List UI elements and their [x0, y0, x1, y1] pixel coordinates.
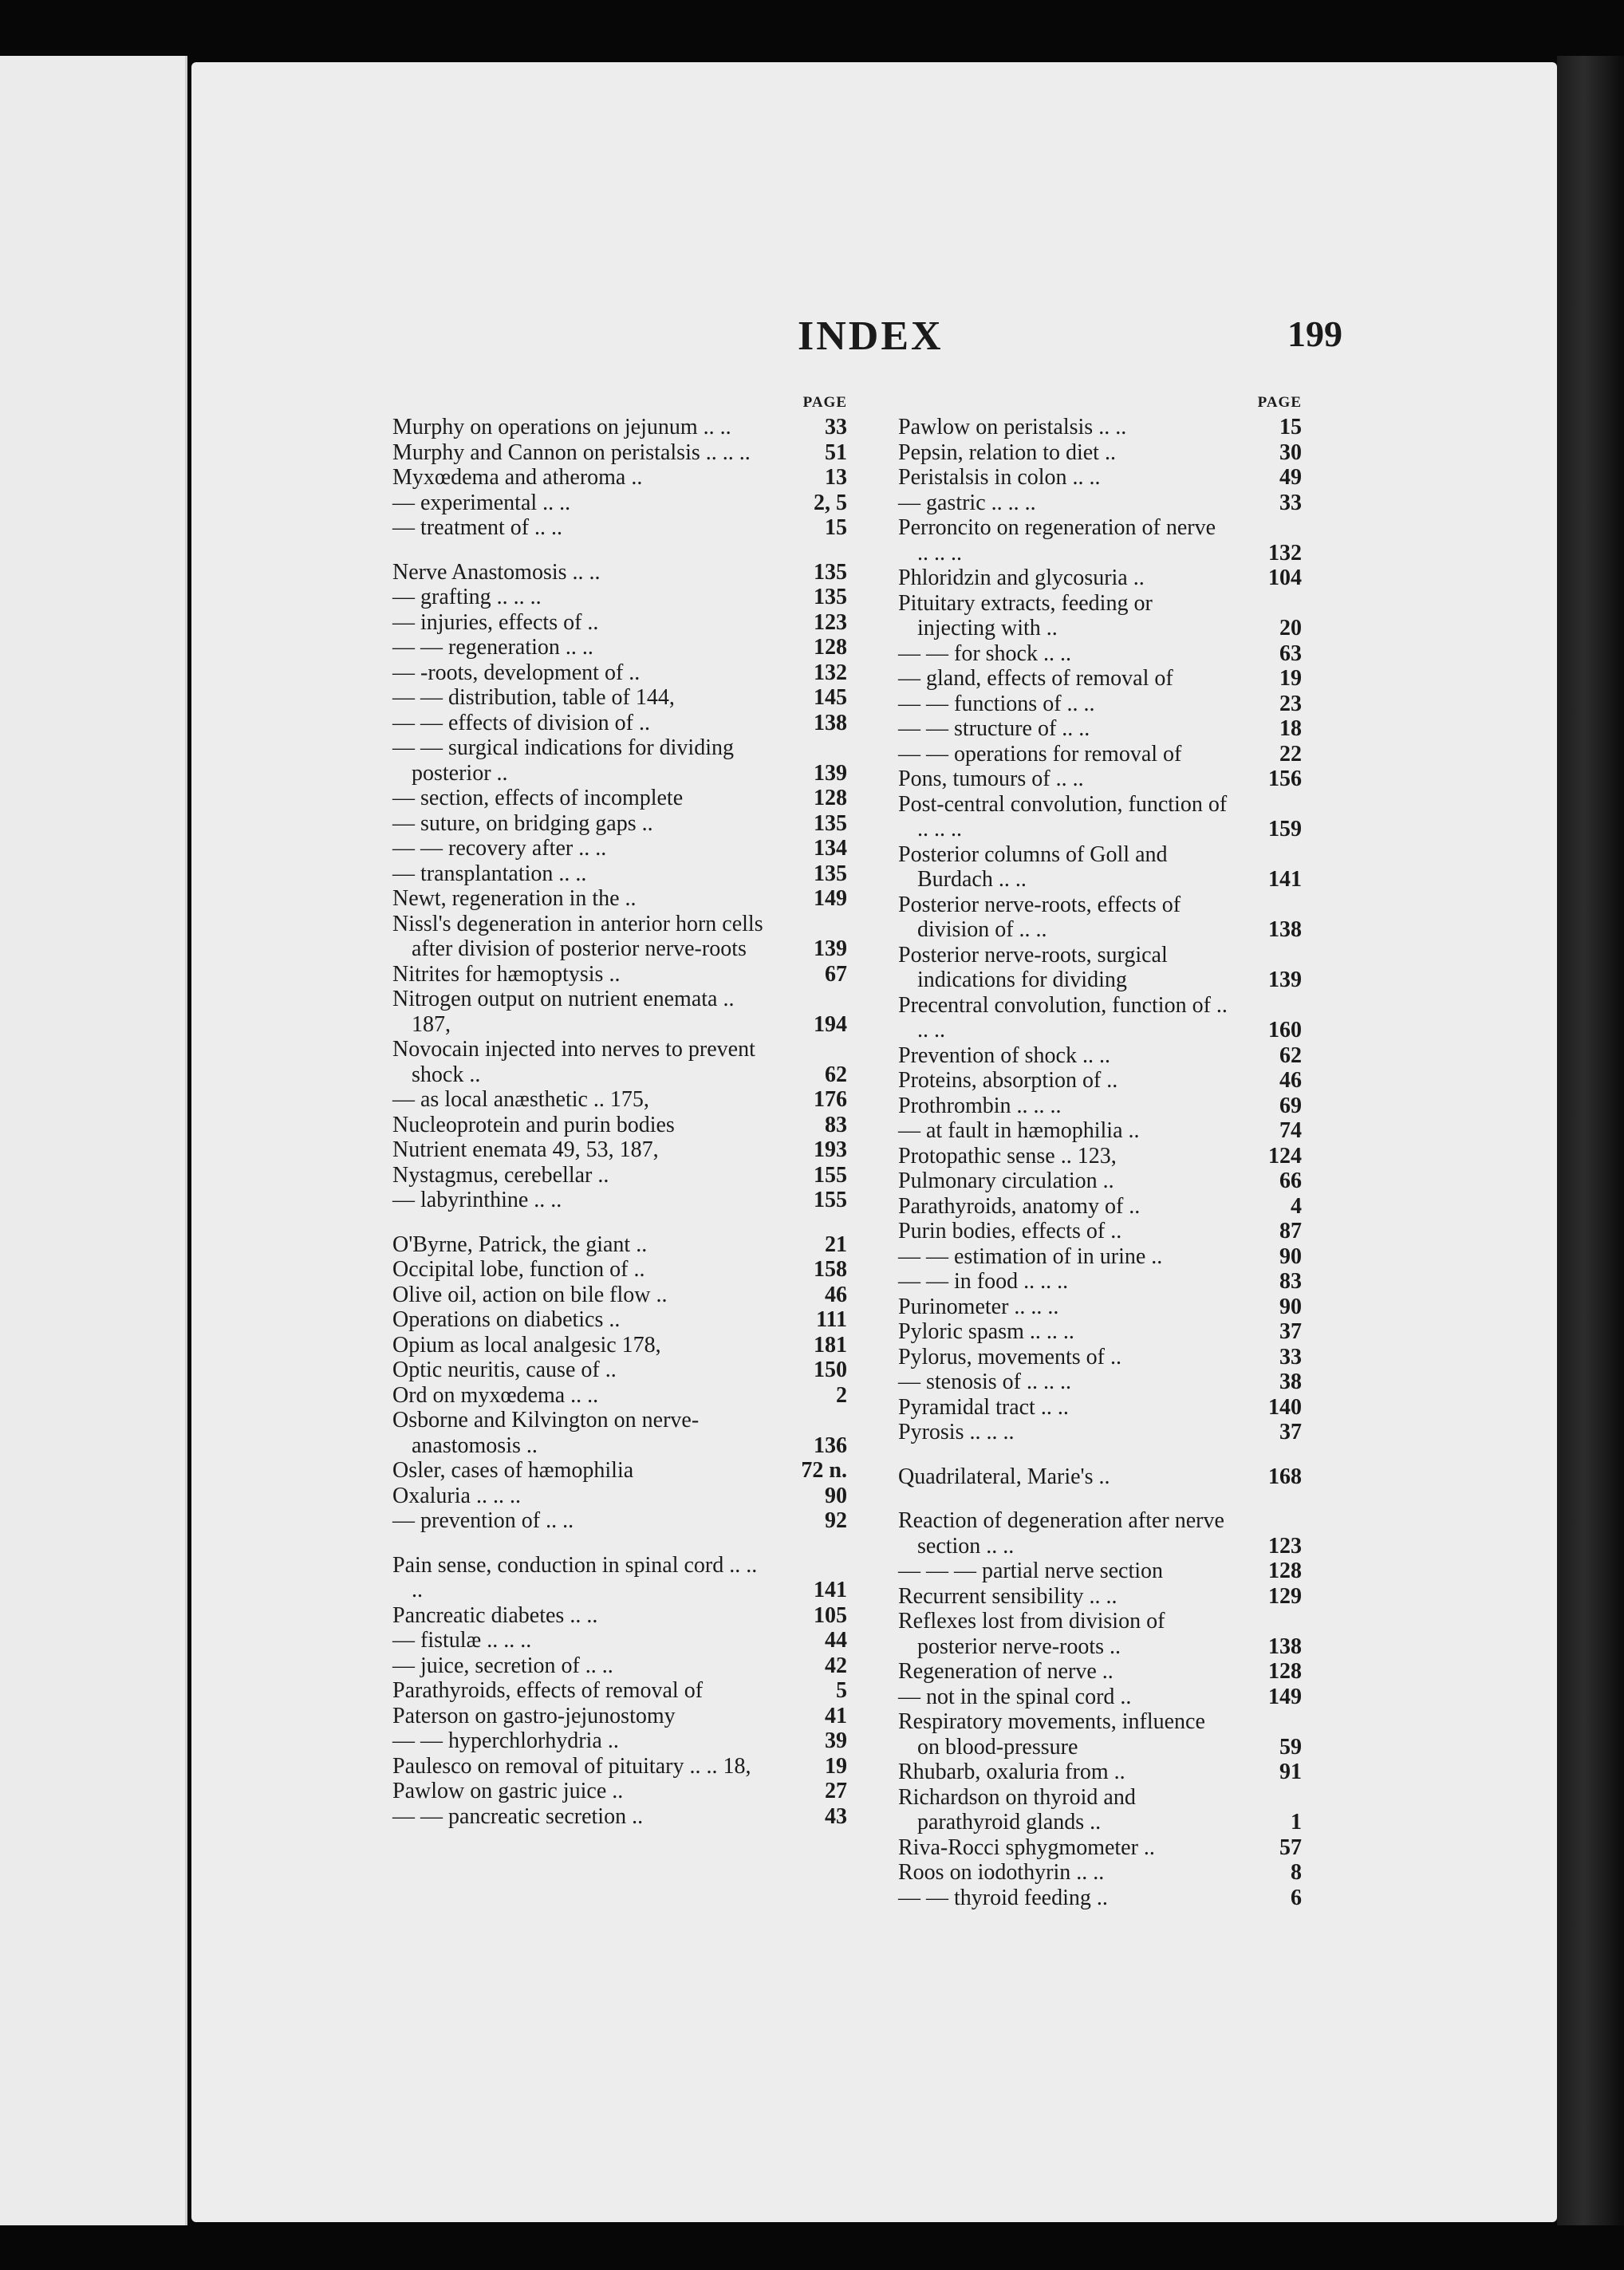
index-entry-page: 159 [1268, 817, 1302, 841]
index-entry-text: — grafting .. .. .. [392, 585, 542, 609]
index-entry-page: 168 [1268, 1464, 1302, 1489]
index-entry-text: Posterior columns of Goll and Burdach .. .. [898, 841, 1168, 892]
index-entries-left [392, 415, 847, 1829]
index-entry [898, 1860, 1302, 1886]
index-entry-text: — — functions of .. .. [898, 691, 1095, 716]
index-entry [898, 1508, 1302, 1559]
index-entry-page: 141 [814, 1578, 847, 1602]
index-entry-page: 139 [814, 936, 847, 961]
index-entry [898, 1886, 1302, 1911]
index-entry [392, 491, 847, 516]
index-entry-page: 38 [1279, 1369, 1302, 1394]
index-entry-page: 139 [1268, 968, 1302, 992]
index-entry-text: — — regeneration .. .. [392, 635, 593, 660]
index-entry-text: Phloridzin and glycosuria .. [898, 566, 1145, 590]
index-entry [898, 1144, 1302, 1169]
index-entry-text: Peristalsis in colon .. .. [898, 465, 1101, 490]
index-entry-page: 87 [1279, 1219, 1302, 1243]
index-entry-text: Nutrient enemata 49, 53, 187, [392, 1137, 659, 1162]
index-entry-text: — fistulæ .. .. .. [392, 1628, 532, 1653]
index-entry [392, 515, 847, 541]
index-entry [898, 1068, 1302, 1094]
index-entry-page: 105 [814, 1602, 847, 1628]
index-entry [392, 585, 847, 610]
index-entry [392, 1728, 847, 1754]
index-entry-text: Optic neuritis, cause of .. [392, 1358, 617, 1382]
index-entry-text: — — pancreatic secretion .. [392, 1803, 644, 1829]
index-entry [392, 735, 847, 786]
index-entry [392, 1188, 847, 1213]
index-entry-page: 19 [825, 1753, 847, 1779]
index-entry-text: Proteins, absorption of .. [898, 1068, 1118, 1093]
index-entry-text: Posterior nerve-roots, surgical indications for dividing [898, 942, 1168, 992]
index-entry-text: — -roots, development of .. [392, 660, 641, 685]
index-entry-page: 30 [1279, 439, 1302, 465]
index-entry-text: Pons, tumours of .. .. [898, 767, 1084, 791]
index-entry [392, 635, 847, 660]
index-entry-page: 176 [814, 1087, 847, 1112]
index-entry [392, 786, 847, 811]
index-entry-page: 111 [816, 1307, 847, 1332]
index-entry-page: 138 [814, 710, 847, 735]
index-entry-page: 128 [814, 786, 847, 810]
index-entry-page: 49 [1279, 465, 1302, 490]
index-entry-page: 57 [1279, 1835, 1302, 1860]
index-entry-text: — transplantation .. .. [392, 861, 587, 886]
index-entry-page: 90 [825, 1483, 847, 1508]
index-entry-page: 128 [1268, 1559, 1302, 1583]
index-entry [898, 792, 1302, 842]
index-entry [392, 711, 847, 736]
index-entry-page: 42 [825, 1653, 847, 1678]
index-entry-page: 37 [1279, 1319, 1302, 1344]
index-entry-page: 46 [1279, 1068, 1302, 1093]
index-entry-page: 149 [1268, 1684, 1302, 1709]
index-entry-page: 43 [825, 1803, 847, 1829]
index-entry-text: — — hyperchlorhydria .. [392, 1728, 619, 1753]
index-entry-text: — — estimation of in urine .. [898, 1243, 1163, 1269]
index-entry [898, 1295, 1302, 1320]
index-entry-page: 135 [814, 585, 847, 609]
index-entry [392, 861, 847, 887]
index-entry [392, 1628, 847, 1653]
index-entry-page: 33 [825, 415, 847, 439]
index-entry-text: — stenosis of .. .. .. [898, 1369, 1071, 1394]
index-entry-page: 62 [1279, 1042, 1302, 1068]
index-entry-page: 90 [1279, 1243, 1302, 1269]
index-entry-page: 1 [1291, 1810, 1302, 1835]
index-entry [898, 515, 1302, 566]
index-entry-text: — — structure of .. .. [898, 716, 1090, 741]
index-entry-text: Posterior nerve-roots, effects of division of .. .. [898, 892, 1181, 942]
index-entry-page: 2, 5 [814, 490, 847, 515]
index-entry-text: Nitrogen output on nutrient enemata .. 187, [392, 987, 735, 1037]
index-entry-page: 27 [825, 1779, 847, 1803]
index-entry [898, 943, 1302, 993]
index-entry-text: Pepsin, relation to diet .. [898, 439, 1116, 465]
index-entry [898, 1043, 1302, 1069]
index-entry-page: 19 [1279, 666, 1302, 691]
index-entry-text: Riva-Rocci sphygmometer .. [898, 1835, 1155, 1860]
index-entry [898, 566, 1302, 591]
index-entry [898, 440, 1302, 466]
index-entry [898, 893, 1302, 943]
index-entry [392, 886, 847, 912]
index-entry-text: Prevention of shock .. .. [898, 1042, 1110, 1068]
index-entry-text: Pain sense, conduction in spinal cord .. .. .. [392, 1552, 758, 1602]
index-entry-text: Paulesco on removal of pituitary .. .. 18, [392, 1753, 751, 1779]
index-entry [392, 1779, 847, 1804]
index-entry-page: 15 [1279, 415, 1302, 439]
index-entry-page: 124 [1268, 1143, 1302, 1168]
index-entry-text: — juice, secretion of .. .. [392, 1653, 613, 1678]
index-entry [898, 641, 1302, 667]
index-entry-text: Pyramidal tract .. .. [898, 1394, 1069, 1420]
index-entry [392, 987, 847, 1037]
index-entry-page: 39 [825, 1728, 847, 1753]
index-entry-page: 74 [1279, 1118, 1302, 1143]
index-entry-text: Nerve Anastomosis .. .. [392, 559, 601, 585]
index-entry-page: 141 [1268, 867, 1302, 892]
index-entry [392, 1508, 847, 1534]
index-entry [898, 1584, 1302, 1610]
index-entry-text: Novocain injected into nerves to prevent shock .. [392, 1037, 755, 1087]
index-entry-page: 23 [1279, 691, 1302, 716]
index-entry-text: Regeneration of nerve .. [898, 1659, 1114, 1684]
index-entry [392, 465, 847, 491]
index-entry-page: 22 [1279, 741, 1302, 767]
index-entry [392, 660, 847, 686]
index-entry [392, 1678, 847, 1704]
index-entry-page: 123 [1268, 1533, 1302, 1559]
index-entry [392, 1408, 847, 1458]
index-entry [392, 1484, 847, 1509]
index-entry-page: 156 [1268, 767, 1302, 791]
index-entry-page: 160 [1268, 1018, 1302, 1042]
index-entry-text: — as local anæsthetic .. 175, [392, 1087, 649, 1112]
index-entry-text: — labyrinthine .. .. [392, 1188, 562, 1212]
index-entry [392, 1804, 847, 1830]
index-entry-text: — at fault in hæmophilia .. [898, 1118, 1140, 1143]
index-entry-text: — prevention of .. .. [392, 1508, 574, 1533]
index-entry-text: — experimental .. .. [392, 490, 571, 515]
index-entry-page: 83 [1279, 1269, 1302, 1294]
index-entry-page: 136 [814, 1433, 847, 1458]
running-head [191, 297, 1557, 368]
index-entry-text: Prothrombin .. .. .. [898, 1093, 1062, 1118]
index-entry-text: Olive oil, action on bile flow .. [392, 1282, 668, 1307]
index-entry-text: — — — partial nerve section [898, 1559, 1164, 1583]
index-entry [898, 1219, 1302, 1244]
index-entry-text: Paterson on gastro-jejunostomy [392, 1703, 676, 1728]
index-entry-text: Pituitary extracts, feeding or injecting with .. [898, 590, 1153, 640]
index-entry-page: 128 [814, 635, 847, 660]
index-entry [392, 440, 847, 466]
index-entry [898, 1319, 1302, 1345]
index-entry-page: 18 [1279, 716, 1302, 741]
index-entry-text: Pyloric spasm .. .. .. [898, 1319, 1074, 1344]
index-entry-text: Rhubarb, oxaluria from .. [898, 1760, 1125, 1784]
index-entry [392, 1458, 847, 1484]
index-entry [392, 811, 847, 837]
index-entry-page: 63 [1279, 640, 1302, 666]
index-entry-text: — gastric .. .. .. [898, 490, 1036, 515]
page-column-label: PAGE [802, 394, 847, 411]
index-entry-text: Operations on diabetics .. [392, 1307, 621, 1332]
index-entry-page: 145 [814, 685, 847, 710]
index-entry-page: 83 [825, 1112, 847, 1137]
index-entry [392, 1704, 847, 1729]
index-entry-page: 155 [814, 1188, 847, 1212]
index-entry-text: — not in the spinal cord .. [898, 1684, 1132, 1709]
index-entry-text: — — thyroid feeding .. [898, 1885, 1108, 1910]
index-entry [392, 1307, 847, 1333]
index-entry [392, 1137, 847, 1163]
index-entry [392, 1333, 847, 1358]
index-entry-page: 194 [814, 1011, 847, 1037]
index-entry-text: Pawlow on gastric juice .. [392, 1779, 624, 1803]
index-entry-text: Newt, regeneration in the .. [392, 886, 637, 911]
index-entry-page: 132 [814, 660, 847, 685]
index-entry-page: 33 [1279, 490, 1302, 515]
index-entry [392, 1358, 847, 1383]
index-entry-text: Murphy and Cannon on peristalsis .. .. .. [392, 439, 751, 465]
index-entry-page: 6 [1291, 1885, 1302, 1910]
index-entry [392, 1163, 847, 1188]
index-entry-text: — injuries, effects of .. [392, 609, 599, 635]
index-entry-page: 91 [1279, 1760, 1302, 1784]
index-entry-text: Roos on iodothyrin .. .. [898, 1860, 1105, 1885]
index-entry [392, 1653, 847, 1679]
index-entry-page: 128 [1268, 1659, 1302, 1684]
index-entry-text: Nystagmus, cerebellar .. [392, 1162, 609, 1188]
page-number: 199 [1287, 313, 1342, 354]
index-entry-page: 132 [1268, 540, 1302, 566]
index-entry [392, 560, 847, 585]
index-entry [898, 1269, 1302, 1295]
index-entry [898, 1369, 1302, 1395]
index-entry [898, 465, 1302, 491]
index-entry-page: 140 [1268, 1394, 1302, 1420]
index-entry [392, 1553, 847, 1603]
index-entry-page: 44 [825, 1628, 847, 1653]
index-entry [898, 716, 1302, 742]
index-entry [392, 1257, 847, 1283]
index-entry-page: 66 [1279, 1168, 1302, 1193]
index-entry-text: Reaction of degeneration after nerve section .. .. [898, 1508, 1224, 1559]
index-entry-page: 155 [814, 1162, 847, 1188]
index-entry-text: O'Byrne, Patrick, the giant .. [392, 1232, 648, 1257]
index-entry-text: — — for shock .. .. [898, 640, 1071, 666]
index-entry-page: 33 [1279, 1344, 1302, 1369]
index-entry [392, 610, 847, 636]
index-entry-text: Pulmonary circulation .. [898, 1168, 1114, 1193]
index-entry [392, 685, 847, 711]
index-entry [898, 1659, 1302, 1685]
index-entry [898, 1420, 1302, 1445]
index-entry [898, 1835, 1302, 1861]
index-entry-text: Nitrites for hæmoptysis .. [392, 961, 621, 987]
index-entry-text: Pyrosis .. .. .. [898, 1420, 1015, 1444]
index-entry-text: Osler, cases of hæmophilia [392, 1458, 634, 1483]
index-entry-page: 138 [1268, 917, 1302, 942]
index-entry-page: 158 [814, 1257, 847, 1282]
index-entry-page: 92 [825, 1508, 847, 1533]
index-entry [392, 1037, 847, 1087]
index-entry [898, 767, 1302, 792]
page-edge-shadow [1557, 56, 1624, 2225]
index-entry-text: Pawlow on peristalsis .. .. [898, 415, 1127, 439]
index-entry-text: Osborne and Kilvington on nerve-anastomosis .. [392, 1408, 700, 1458]
index-entry-text: Opium as local analgesic 178, [392, 1332, 661, 1358]
index-entry [898, 1244, 1302, 1270]
index-entry-page: 37 [1279, 1420, 1302, 1444]
index-entry-text: Pancreatic diabetes .. .. [392, 1602, 598, 1628]
index-entry-page: 41 [825, 1703, 847, 1728]
index-entry-page: 62 [825, 1062, 847, 1087]
index-entry [898, 491, 1302, 516]
index-entry-text: Richardson on thyroid and parathyroid glands .. [898, 1784, 1136, 1835]
index-entry-text: Reflexes lost from division of posterior nerve-roots .. [898, 1609, 1165, 1659]
index-entry [392, 912, 847, 962]
index-column-left [392, 391, 847, 1829]
index-entry-text: Nucleoprotein and purin bodies [392, 1112, 675, 1137]
index-entry-text: — — in food .. .. .. [898, 1269, 1069, 1294]
index-entry [392, 836, 847, 861]
index-entry [898, 1785, 1302, 1835]
index-entry [898, 1760, 1302, 1785]
index-entry-page: 139 [814, 760, 847, 786]
index-entry [898, 1609, 1302, 1659]
index-entry-text: Perroncito on regeneration of nerve .. .. .. [898, 515, 1216, 566]
index-entries-right [898, 415, 1302, 1910]
index-entry-text: Oxaluria .. .. .. [392, 1483, 521, 1508]
index-entry-text: Parathyroids, effects of removal of [392, 1678, 704, 1703]
index-entry [898, 742, 1302, 767]
index-entry-text: Recurrent sensibility .. .. [898, 1583, 1117, 1609]
index-entry-text: — — effects of division of .. [392, 710, 650, 735]
index-entry [898, 1709, 1302, 1760]
index-entry-page: 13 [825, 465, 847, 490]
index-entry-text: Murphy on operations on jejunum .. .. [392, 415, 731, 439]
index-entry [898, 591, 1302, 641]
index-entry [898, 1094, 1302, 1119]
page-title: INDEX [798, 313, 944, 359]
index-entry-page: 59 [1279, 1734, 1302, 1760]
index-entry-page: 135 [814, 559, 847, 585]
index-entry-page: 193 [814, 1137, 847, 1162]
index-entry-page: 69 [1279, 1093, 1302, 1118]
index-entry [898, 1559, 1302, 1584]
index-entry-text: — gland, effects of removal of [898, 666, 1173, 691]
index-entry-page: 8 [1291, 1860, 1302, 1885]
index-entry-page: 46 [825, 1282, 847, 1307]
index-entry-text: Purin bodies, effects of .. [898, 1219, 1122, 1243]
index-entry-page: 4 [1291, 1193, 1302, 1219]
index-entry-page: 15 [825, 515, 847, 540]
index-entry [392, 1113, 847, 1138]
index-entry-text: Occipital lobe, function of .. [392, 1257, 645, 1282]
index-entry-page: 5 [836, 1678, 847, 1703]
index-entry-page: 104 [1268, 566, 1302, 590]
index-entry-text: — section, effects of incomplete [392, 786, 684, 810]
index-entry-text: Quadrilateral, Marie's .. [898, 1464, 1110, 1489]
index-entry-page: 135 [814, 810, 847, 836]
index-entry [898, 1168, 1302, 1194]
index-entry [898, 993, 1302, 1043]
index-entry [898, 842, 1302, 893]
index-entry-text: — suture, on bridging gaps .. [392, 810, 653, 836]
index-entry [392, 415, 847, 440]
index-entry [898, 1395, 1302, 1421]
index-entry-page: 51 [825, 439, 847, 465]
index-entry [898, 692, 1302, 717]
index-column-right [898, 391, 1302, 1910]
index-entry-text: Ord on myxœdema .. .. [392, 1382, 599, 1408]
index-entry-page: 134 [814, 836, 847, 861]
index-entry-page: 20 [1279, 616, 1302, 640]
index-entry-page: 2 [836, 1382, 847, 1408]
index-entry [898, 415, 1302, 440]
index-entry [392, 1283, 847, 1308]
index-entry-text: Respiratory movements, influence on blood-pressure [898, 1709, 1205, 1760]
index-entry [392, 1754, 847, 1779]
index-entry [392, 1383, 847, 1409]
index-entry-text: — treatment of .. .. [392, 515, 563, 540]
index-entry-page: 149 [814, 886, 847, 911]
index-entry-text: Protopathic sense .. 123, [898, 1143, 1117, 1168]
index-entry-text: Purinometer .. .. .. [898, 1294, 1059, 1319]
index-entry [898, 666, 1302, 692]
index-entry-text: — — distribution, table of 144, [392, 685, 675, 710]
index-entry [898, 1464, 1302, 1490]
index-entry-text: Myxœdema and atheroma .. [392, 465, 643, 490]
facing-page-edge [0, 56, 187, 2225]
index-entry-text: Precentral convolution, function of .. .. .. [898, 992, 1228, 1042]
index-entry-page: 90 [1279, 1294, 1302, 1319]
index-entry-page: 150 [814, 1358, 847, 1382]
index-entry [392, 1603, 847, 1629]
index-entry-page: 135 [814, 861, 847, 886]
index-entry [898, 1685, 1302, 1710]
index-entry [392, 1232, 847, 1258]
index-entry-text: — — recovery after .. .. [392, 836, 607, 861]
index-entry [392, 1087, 847, 1113]
index-entry-text: — — surgical indications for dividing posterior .. [392, 735, 734, 786]
index-entry-page: 123 [814, 609, 847, 635]
index-entry [898, 1194, 1302, 1220]
index-entry-text: Post-central convolution, function of .. .. .. [898, 791, 1228, 841]
index-entry-text: Parathyroids, anatomy of .. [898, 1193, 1141, 1219]
index-entry [898, 1118, 1302, 1144]
index-entry [898, 1345, 1302, 1370]
index-entry [392, 962, 847, 987]
index-entry-text: — — operations for removal of [898, 741, 1182, 767]
index-entry-page: 181 [814, 1332, 847, 1358]
page-column-label: PAGE [1257, 394, 1302, 411]
index-entry-page: 129 [1268, 1583, 1302, 1609]
index-entry-page: 67 [825, 961, 847, 987]
index-entry-text: Pylorus, movements of .. [898, 1344, 1121, 1369]
index-entry-page: 21 [825, 1232, 847, 1257]
index-entry-page: 72 n. [801, 1458, 847, 1483]
index-entry-page: 138 [1268, 1634, 1302, 1659]
index-entry-text: Nissl's degeneration in anterior horn cells after division of posterior nerve-roots [392, 911, 763, 961]
